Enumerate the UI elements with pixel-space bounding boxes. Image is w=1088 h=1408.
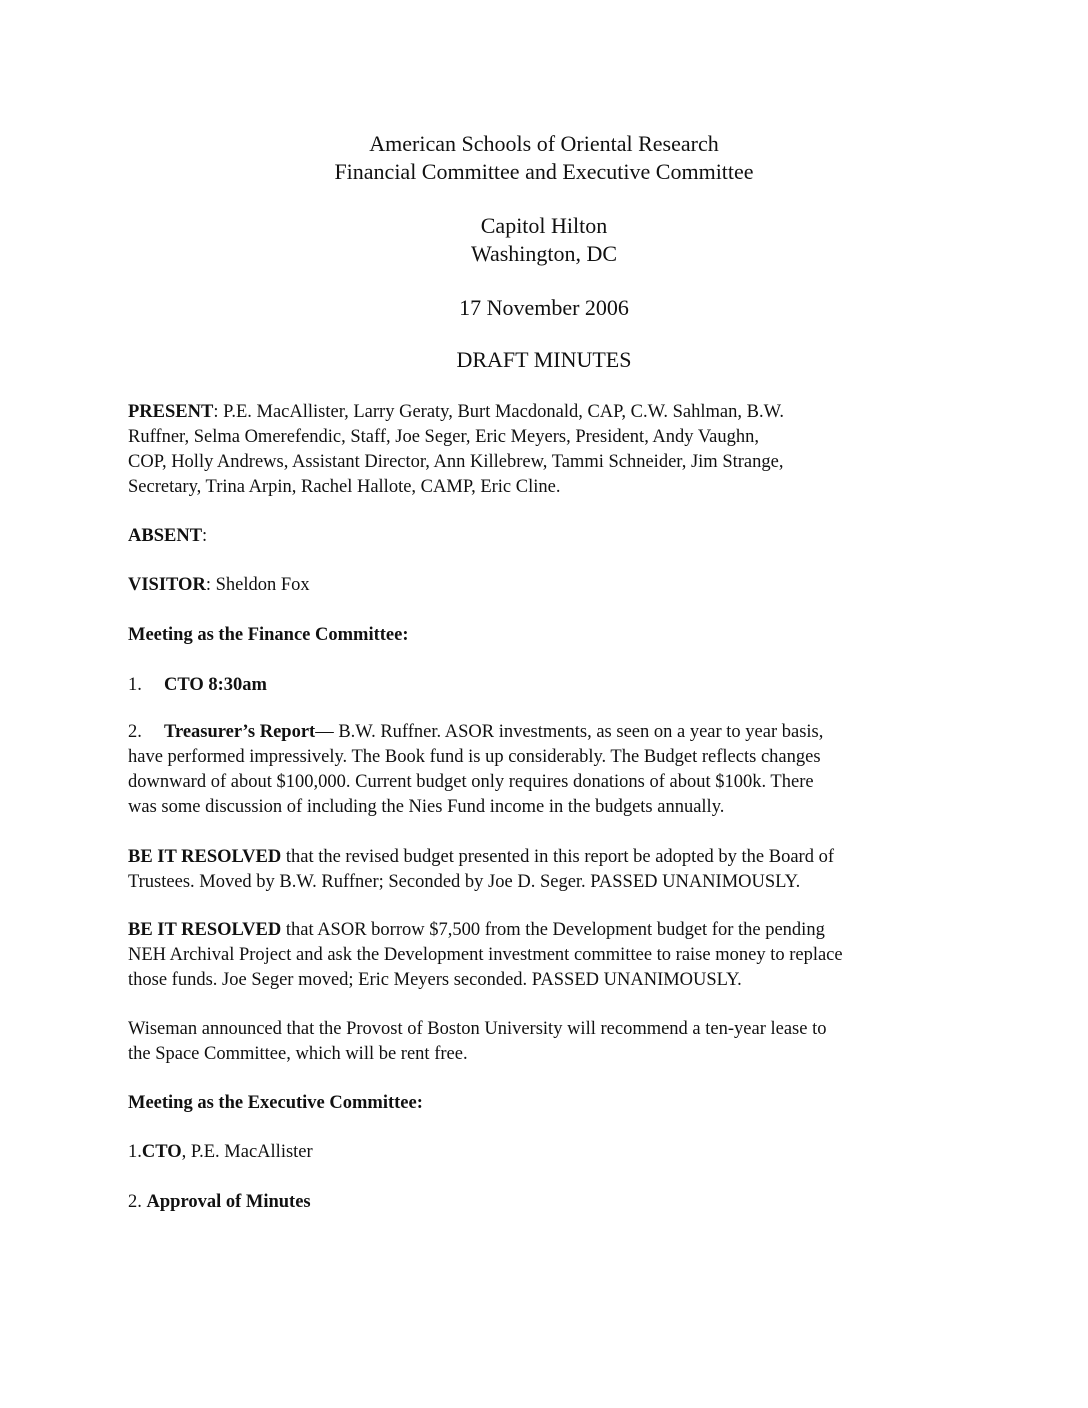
treasurers-report (128, 720, 958, 820)
resolution-2 (128, 918, 958, 993)
resolution-2-line-1: that ASOR borrow $7,500 from the Development budget for the pending (281, 920, 825, 940)
treasurers-report-line-4: was some discussion of including the Nies Fund income in the budgets annually. (128, 797, 725, 817)
treasurers-report-line-3: downward of about $100,000. Current budget only requires donations of about $100k. There (128, 772, 814, 792)
finance-heading-text: Meeting as the Finance Committee: (128, 625, 409, 645)
visitor-section (128, 573, 958, 598)
exec-item-1-text: , P.E. MacAllister (181, 1142, 313, 1162)
resolution-2-line-3: those funds. Joe Seger moved; Eric Meyers seconded. PASSED UNANIMOUSLY. (128, 970, 742, 990)
organization-header (0, 130, 1088, 186)
wiseman-line-2: the Space Committee, which will be rent free. (128, 1044, 468, 1064)
absent-text: : (202, 526, 208, 546)
committee-name: Financial Committee and Executive Committee (334, 159, 754, 184)
document-title (0, 346, 1088, 374)
meeting-date (0, 294, 1088, 322)
org-name: American Schools of Oriental Research (369, 131, 719, 156)
wiseman-line-1: Wiseman announced that the Provost of Boston University will recommend a ten-year lease to (128, 1019, 827, 1039)
present-text-1: : P.E. MacAllister, Larry Geraty, Burt Macdonald, CAP, C.W. Sahlman, B.W. (213, 402, 784, 422)
present-label: PRESENT (128, 402, 214, 422)
resolution-2-label: BE IT RESOLVED (128, 920, 282, 940)
wiseman-announcement (128, 1017, 958, 1067)
absent-section (128, 524, 958, 549)
exec-item-2 (128, 1190, 958, 1215)
treasurers-report-line-2: have performed impressively. The Book fund is up considerably. The Budget reflects changes (128, 747, 821, 767)
executive-committee-heading (128, 1091, 958, 1116)
exec-item-1-label: CTO (141, 1142, 182, 1162)
finance-committee-heading (128, 623, 958, 648)
document-title-text: DRAFT MINUTES (456, 347, 632, 372)
venue-header (0, 212, 1088, 268)
resolution-1-line-2: Trustees. Moved by B.W. Ruffner; Seconded by Joe D. Seger. PASSED UNANIMOUSLY. (128, 872, 801, 892)
present-section (128, 400, 958, 500)
present-line-2: Ruffner, Selma Omerefendic, Staff, Joe Seger, Eric Meyers, President, Andy Vaughn, (128, 427, 759, 447)
resolution-1-line-1: that the revised budget presented in this report be adopted by the Board of (281, 847, 835, 867)
resolution-2-line-2: NEH Archival Project and ask the Development investment committee to raise money to replace (128, 945, 843, 965)
absent-label: ABSENT (128, 526, 203, 546)
treasurers-report-label: Treasurer’s Report (164, 722, 316, 742)
exec-item-1 (128, 1140, 958, 1165)
resolution-1-label: BE IT RESOLVED (128, 847, 282, 867)
finance-item-1 (128, 673, 958, 698)
finance-item-1-label: CTO 8:30am (164, 675, 267, 695)
finance-item-2-number: 2. (128, 722, 142, 742)
present-line-3: COP, Holly Andrews, Assistant Director, Ann Killebrew, Tammi Schneider, Jim Strange, (128, 452, 784, 472)
finance-item-1-number: 1. (128, 675, 142, 695)
present-line-4: Secretary, Trina Arpin, Rachel Hallote, CAMP, Eric Cline. (128, 477, 561, 497)
meeting-date-text: 17 November 2006 (459, 295, 629, 320)
visitor-text: : Sheldon Fox (205, 575, 310, 595)
venue-name: Capitol Hilton (480, 213, 608, 238)
resolution-1 (128, 845, 958, 895)
visitor-label: VISITOR (128, 575, 206, 595)
venue-city: Washington, DC (470, 241, 618, 266)
exec-heading-text: Meeting as the Executive Committee: (128, 1093, 423, 1113)
exec-item-2-number: 2. (128, 1192, 147, 1212)
present-line-1 (128, 400, 958, 425)
treasurers-report-line-1: — B.W. Ruffner. ASOR investments, as seen on a year to year basis, (315, 722, 824, 742)
exec-item-1-number: 1. (128, 1142, 142, 1162)
exec-item-2-label: Approval of Minutes (146, 1192, 311, 1212)
